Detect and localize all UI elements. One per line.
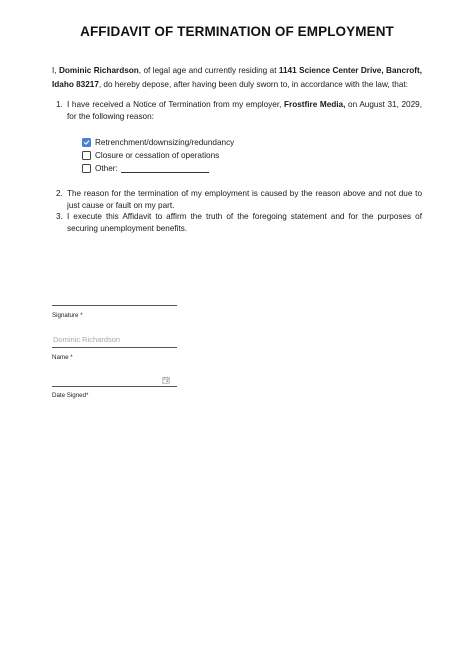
signature-label: Signature *: [52, 312, 83, 319]
list-item: [56, 188, 422, 212]
other-reason-blank[interactable]: [121, 164, 209, 173]
name-input-value: Dominic Richardson: [53, 335, 121, 344]
item-number: 3.: [56, 212, 63, 221]
employer-name: Frostfire Media,: [284, 100, 346, 109]
affiant-address: 1141 Science Center Drive, Bancroft, Idaho 83217: [52, 66, 422, 89]
affiant-name: Dominic Richardson: [59, 66, 139, 75]
list-item: [56, 211, 422, 235]
item-text: on August 31, 2029, for the following reason:: [67, 100, 422, 121]
item-text: I execute this Affidavit to affirm the truth of the foregoing statement and for the purposes of securing unemployment benefits.: [67, 212, 422, 233]
document-title: AFFIDAVIT OF TERMINATION OF EMPLOYMENT: [80, 24, 394, 39]
name-field[interactable]: [52, 347, 177, 348]
item-text: The reason for the termination of my employment is caused by the reason above and not due to just cause or fault on my part.: [67, 189, 422, 210]
reason-option-closure[interactable]: [82, 150, 219, 160]
signature-field[interactable]: [52, 305, 177, 306]
list-item: [56, 99, 422, 123]
checkbox-unchecked[interactable]: [82, 151, 91, 160]
reason-option-other[interactable]: [82, 163, 209, 173]
reason-option-retrenchment[interactable]: [82, 137, 234, 147]
intro-prefix: I,: [52, 66, 59, 75]
checkmark-icon: [83, 139, 90, 146]
checkbox-checked[interactable]: [82, 138, 91, 147]
intro-suffix: , do hereby depose, after having been duly sworn to, in accordance with the law, that:: [98, 80, 408, 89]
item-number: 1.: [56, 100, 63, 109]
name-label: Name *: [52, 354, 73, 361]
reason-label: Retrenchment/downsizing/redundancy: [95, 137, 235, 147]
reason-label: Closure or cessation of operations: [95, 150, 220, 160]
date-label: Date Signed*: [52, 392, 89, 399]
reason-label: Other:: [95, 163, 118, 173]
item-text: I have received a Notice of Termination from my employer,: [67, 100, 285, 109]
item-number: 2.: [56, 189, 63, 198]
calendar-icon[interactable]: [162, 376, 170, 384]
intro-paragraph: [52, 64, 422, 92]
checkbox-unchecked[interactable]: [82, 164, 91, 173]
date-field[interactable]: [52, 386, 177, 387]
intro-middle: , of legal age and currently residing at: [138, 66, 279, 75]
